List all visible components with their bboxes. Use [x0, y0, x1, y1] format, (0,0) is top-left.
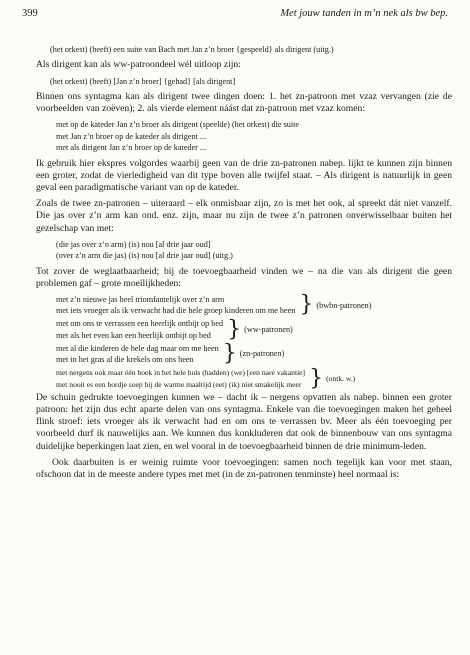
page-header	[22, 8, 448, 22]
example-1	[50, 44, 452, 55]
group-label: (bwbn-patronen)	[316, 300, 372, 310]
paragraph-5: Tot zover de weglaatbaarheid; bij de toevoegbaarheid vinden we – na die van als dirigent die geen problemen gaf – grote moeilijkheden:	[36, 265, 452, 289]
example-line: met al die kinderen de hele dag maar om me heen	[56, 343, 219, 353]
example-2	[50, 76, 452, 87]
example-group-ww	[56, 318, 452, 340]
paragraph-4: Zoals de twee zn-patronen – uiteraard – elk onmisbaar zijn, zo is met het ook, al spreekt dát niet vanzelf. Die jas over z’n arm kan ond. enz. zijn, maar nu zijn de twee z’n patronen onverwisselbaar buiten het gezelschap van met:	[36, 198, 452, 234]
page-body	[36, 44, 452, 485]
example-4	[56, 239, 452, 262]
paragraph-6: De schuin gedrukte toevoegingen kunnen we – dacht ik – nergens opvatten als nabep. binnen een groter patroon: het zijn dus echt aparte delen van ons syntagma. Enkele van die toevoegingen maken het geheel flink stroef: iets vroeger als ik verwacht had en om ons te verrassen bv. Meer als één toevoeging per voorbeeld durf ik nauwelijks aan. We kunnen dus konkluderen dat ook de binnenbouw van ons syntagma duidelijke beperkingen laat zien, en wel vooral in de toevoegbaarheid binnen de drie minimum-leden.	[36, 391, 452, 452]
example-line: met als het even kan een heerlijk ontbijt op bed	[56, 330, 211, 340]
example-line: met om ons te verrassen een heerlijk ontbijt op bed	[56, 319, 224, 329]
example-3	[56, 119, 452, 153]
example-line: met nergens ook maar één boek in het hele huis (hadden) (we) [een nare vakantie]	[56, 368, 306, 378]
group-label: (zn-patronen)	[239, 349, 285, 359]
right-brace: }	[299, 292, 314, 318]
right-brace: }	[222, 341, 237, 367]
example-line: met op de kateder Jan z’n broer als dirigent (speelde) (het orkest) die suite	[56, 120, 300, 130]
example-group-ontk	[56, 367, 452, 389]
group-label: (ontk. w.)	[326, 373, 356, 383]
example-group-zn	[56, 343, 452, 365]
right-brace: }	[227, 316, 242, 342]
right-brace: }	[309, 365, 324, 391]
example-line: met in het gras al die krekels om ons heen	[56, 355, 194, 365]
paragraph-3: Ik gebruik hier ekspres volgordes waarbij geen van de drie zn-patronen nabep. lijkt te kunnen zijn binnen een groter, zodat de vierledigheid van dit type boven alle twijfel staat. – Als dirigent is natuurlijk in geen geval een paradigmatische variant van op de kateder.	[36, 157, 452, 194]
paragraph-7: Ook daarbuiten is er weinig ruimte voor toevoegingen: samen noch tegelijk kan voor met staan, ofschoon dat in de meeste andere types met met (in de zn-patronen tenminste) heel normaal is:	[36, 456, 452, 480]
example-line: (het orkest) (heeft) een suite van Bach met Jan z’n broer {gespeeld} als dirigent (uitg.)	[50, 45, 334, 54]
page-number: 399	[22, 8, 38, 19]
running-title: Met jouw tanden in m’n nek als bw bep.	[280, 8, 448, 19]
example-line: met nooit es een bordje soep bij de warme maaltijd (eet) (ik) niet smakelijk meer	[56, 379, 302, 389]
example-line: (het orkest) (heeft) [Jan z’n broer] {gehad} [als dirigent]	[50, 76, 236, 86]
example-line: met iets vroeger als ik verwacht had die hele groep kinderen om me heen	[56, 306, 296, 316]
example-line: (over z’n arm die jas) (is) nou [al drie jaar oud] (uitg.)	[56, 251, 233, 261]
example-line: (die jas over z’n arm) (is) nou [al drie jaar oud]	[56, 239, 211, 249]
example-line: met z’n nieuwe jas heel triomfantelijk over z’n arm	[56, 295, 225, 305]
group-label: (ww-patronen)	[244, 325, 293, 335]
example-group-bwbn	[56, 294, 452, 316]
paragraph-2: Binnen ons syntagma kan als dirigent twee dingen doen: 1. het zn-patroon met vzaz vervangen (zie de voorbeelden van zoëven); 2. als vierde element náást dat zn-patroon met vzaz komen:	[36, 91, 452, 115]
paragraph-1: Als dirigent kan als ww-patroondeel wél uitloop zijn:	[36, 59, 241, 71]
example-line: met als dirigent Jan z’n broer op de kateder ...	[56, 143, 207, 153]
example-line: met Jan z’n broer op de kateder als dirigent ...	[56, 131, 207, 141]
